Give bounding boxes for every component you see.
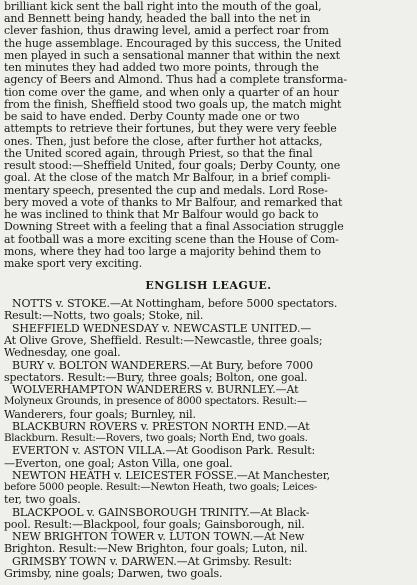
match-headline: BLACKBURN ROVERS v. PRESTON NORTH END.—At [12, 420, 310, 433]
match-result: —Everton, one goal; Aston Villa, one goal. [4, 457, 233, 470]
match-headline: SHEFFIELD WEDNESDAY v. NEWCASTLE UNITED.— [12, 322, 312, 335]
match-result: Wanderers, four goals; Burnley, nil. [4, 408, 196, 421]
article-line: attempts to retrieve their fortunes, but they were very feeble [4, 122, 337, 135]
match-result: pool. Result:—Blackpool, four goals; Gainsborough, nil. [4, 518, 305, 531]
match-result: ter, two goals. [4, 493, 81, 506]
article-line: at football was a more exciting scene than the House of Com- [4, 233, 339, 246]
article-line: result stood:—Sheffield United, four goals; Derby County, one [4, 159, 341, 172]
article-line: ten minutes they had added two more points, through the [4, 61, 319, 74]
match-headline: BLACKPOOL v. GAINSBOROUGH TRINITY.—At Black- [12, 506, 310, 519]
match-headline: BURY v. BOLTON WANDERERS.—At Bury, before 7000 [12, 359, 314, 372]
article-line: brilliant kick sent the ball right into the mouth of the goal, [4, 0, 322, 13]
article-line: from the finish, Sheffield stood two goals up, the match might [4, 98, 342, 111]
article-line: goal. At the close of the match Mr Balfour, in a brief compli- [4, 171, 331, 184]
article-line: ones. Then, just before the close, after further hot attacks, [4, 135, 323, 148]
match-headline: GRIMSBY TOWN v. DARWEN.—At Grimsby. Result: [12, 555, 292, 568]
article-line: mentary speech, presented the cup and medals. Lord Rose- [4, 184, 328, 197]
match-headline: WOLVERHAMPTON WANDERERS v. BURNLEY.—At [12, 383, 299, 396]
match-headline: NEWTON HEATH v. LEICESTER FOSSE.—At Manchester, [12, 469, 330, 482]
match-result: Grimsby, nine goals; Darwen, two goals. [4, 567, 223, 580]
article-line: men played in such a sensational manner that within the next [4, 49, 340, 62]
article-line: mons, where they had too large a majority behind them to [4, 245, 321, 258]
article-line: the United scored again, through Priest, so that the final [4, 147, 313, 160]
match-result: Brighton. Result:—New Brighton, four goals; Luton, nil. [4, 542, 308, 555]
article-line: tion come over the game, and when only a quarter of an hour [4, 86, 339, 99]
match-result: before 5000 people. Result:—Newton Heath, two goals; Leices- [4, 481, 318, 493]
match-result: Result:—Notts, two goals; Stoke, nil. [4, 309, 204, 322]
match-result: Molyneux Grounds, in presence of 8000 spectators. Result:— [4, 395, 307, 407]
match-headline: NOTTS v. STOKE.—At Nottingham, before 5000 spectators. [12, 297, 338, 310]
match-result: Blackburn. Result:—Rovers, two goals; North End, two goals. [4, 432, 308, 444]
match-headline: NEW BRIGHTON TOWER v. LUTON TOWN.—At New [12, 530, 305, 543]
match-result: At Olive Grove, Sheffield. Result:—Newcastle, three goals; [4, 334, 323, 347]
match-result: spectators. Result:—Bury, three goals; Bolton, one goal. [4, 371, 308, 384]
article-line: be said to have ended. Derby County made one or two [4, 110, 300, 123]
article-line: and Bennett being handy, headed the ball into the net in [4, 12, 311, 25]
article-line: bery moved a vote of thanks to Mr Balfour, and remarked that [4, 196, 343, 209]
article-line: he was inclined to think that Mr Balfour would go back to [4, 208, 319, 221]
article-line: the huge assemblage. Encouraged by this success, the United [4, 37, 342, 50]
match-result: Wednesday, one goal. [4, 346, 121, 359]
article-line: Downing Street with a feeling that a final Association struggle [4, 220, 344, 233]
article-line: make sport very exciting. [4, 257, 143, 270]
article-line: agency of Beers and Almond. Thus had a complete transforma- [4, 73, 347, 86]
section-heading: ENGLISH LEAGUE. [145, 279, 272, 292]
match-headline: EVERTON v. ASTON VILLA.—At Goodison Park. Result: [12, 444, 316, 457]
article-line: clever fashion, thus drawing level, amid a perfect roar from [4, 24, 329, 37]
